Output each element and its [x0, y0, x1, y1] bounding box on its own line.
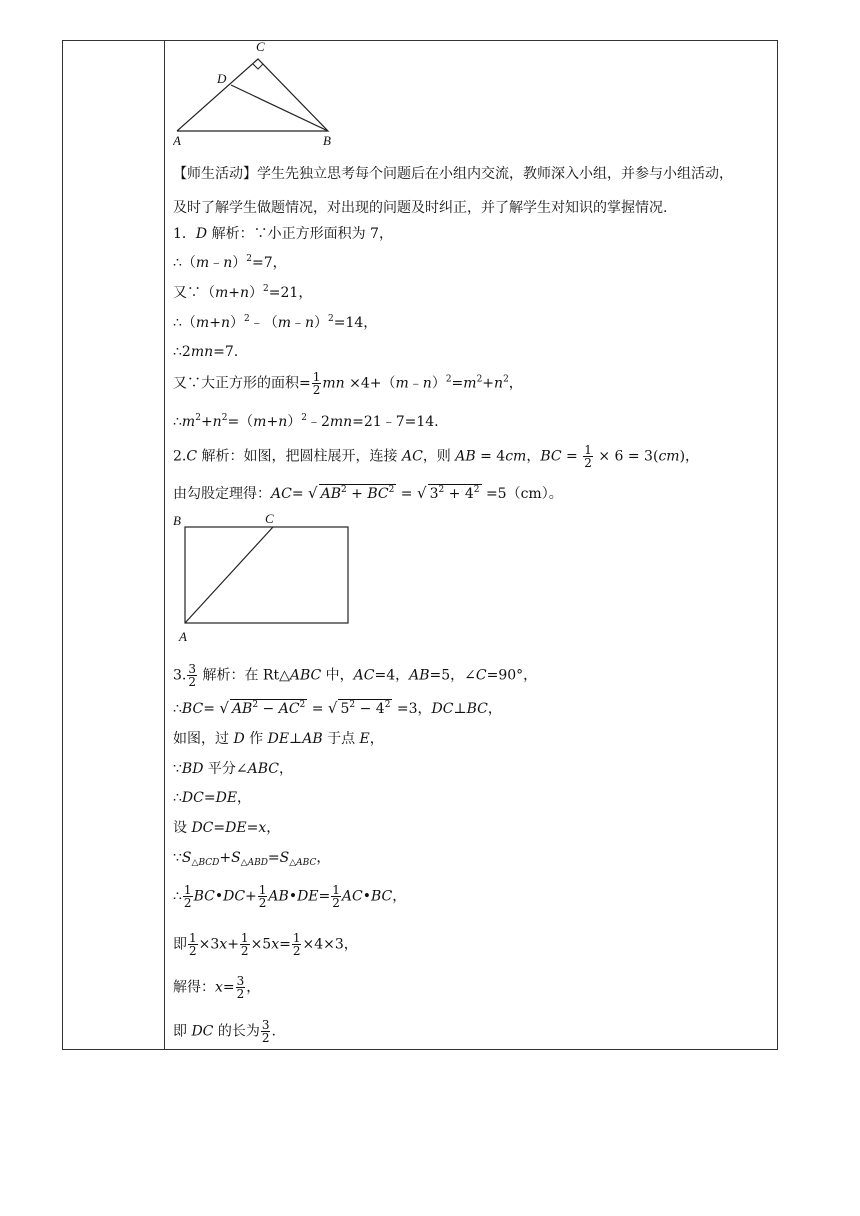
rectangle-figure: [173, 511, 353, 643]
text-line-8: 又∵大正方形的面积= $\frac{1}{2}$ mn $\times 4+(m﹣n)^2=m^2+n^2$，: [173, 370, 523, 397]
fig1-label-c: C: [256, 41, 265, 54]
text-line-3: 1．D 解析：∵小正方形面积为 7，: [173, 226, 393, 242]
text-line-12: 3. $\frac{3}{2}$ 解析：在 Rt△ABC 中，AC=4，AB=5，∠C=90°，: [173, 662, 538, 689]
table-frame: [62, 40, 778, 1050]
text-line-19: ∴ $\frac{1}{2}$ BC•DC+ $\frac{1}{2}$ AB•DE= $\frac{1}{2}$ AC•BC，: [173, 883, 407, 910]
text-line-4: ∴（m﹣n）$^2$=7，: [173, 254, 287, 271]
fig1-label-a: A: [173, 133, 181, 148]
text-line-20: 即 $\frac{1}{2}$ ×3x+ $\frac{1}{2}$ ×5x= $\frac{1}{2}$ ×4×3，: [173, 931, 358, 958]
text-line-9: $\therefore m^2+n^2=(m+n)^2﹣2mn=21﹣7=14$.: [173, 413, 439, 430]
fig2-label-a: A: [179, 629, 187, 643]
text-line-18: $\because S_{\triangle BCD}+S_{\triangle ABD}=S_{\triangle ABC}$，: [173, 850, 331, 868]
text-line-16: ∴DC=DE，: [173, 790, 252, 806]
fig1-label-d: D: [217, 71, 227, 86]
text-line-22: 即 DC 的长为 $\frac{3}{2}$ .: [173, 1018, 276, 1045]
text-line-6: $\therefore(m+n)^2﹣(m﹣n)^2=14$，: [173, 314, 378, 331]
text-line-14: 如图，过 D 作 DE⊥AB 于点 E，: [173, 731, 384, 747]
text-line-11: 由勾股定理得：AC= √ $AB^2 + BC^2$ = √ $3^2 + 4^2 =5(cm)$。: [173, 484, 563, 502]
text-line-15: ∵BD 平分∠ABC，: [173, 761, 293, 777]
fig1-label-b: B: [323, 133, 331, 148]
fig2-label-c: C: [265, 511, 274, 526]
text-line-2: 及时了解学生做题情况，对出现的问题及时纠正，并了解学生对知识的掌握情况.: [173, 200, 668, 216]
text-line-21: 解得：x= $\frac{3}{2}$ ，: [173, 974, 261, 1001]
text-line-1: 【师生活动】学生先独立思考每个问题后在小组内交流，教师深入小组，并参与小组活动，: [173, 166, 733, 182]
column-divider: [164, 41, 165, 1049]
fig2-label-b: B: [173, 513, 181, 528]
text-line-5: 又$\because(m+n)^2=21$，: [173, 284, 313, 301]
text-line-13: ∴BC= √ $AB^2 - AC^2$ = √ $5^2 - 4^2 =3$，DC⊥BC，: [173, 699, 502, 717]
text-line-10: 2.C 解析：如图，把圆柱展开，连接 AC，则 AB = 4cm，BC = $\frac{1}{2}$ × 6 = 3(cm)，: [173, 443, 700, 470]
triangle-figure: [173, 41, 343, 151]
text-line-17: 设 DC=DE=x，: [173, 820, 281, 836]
text-line-7: ∴2mn=7.: [173, 344, 239, 360]
